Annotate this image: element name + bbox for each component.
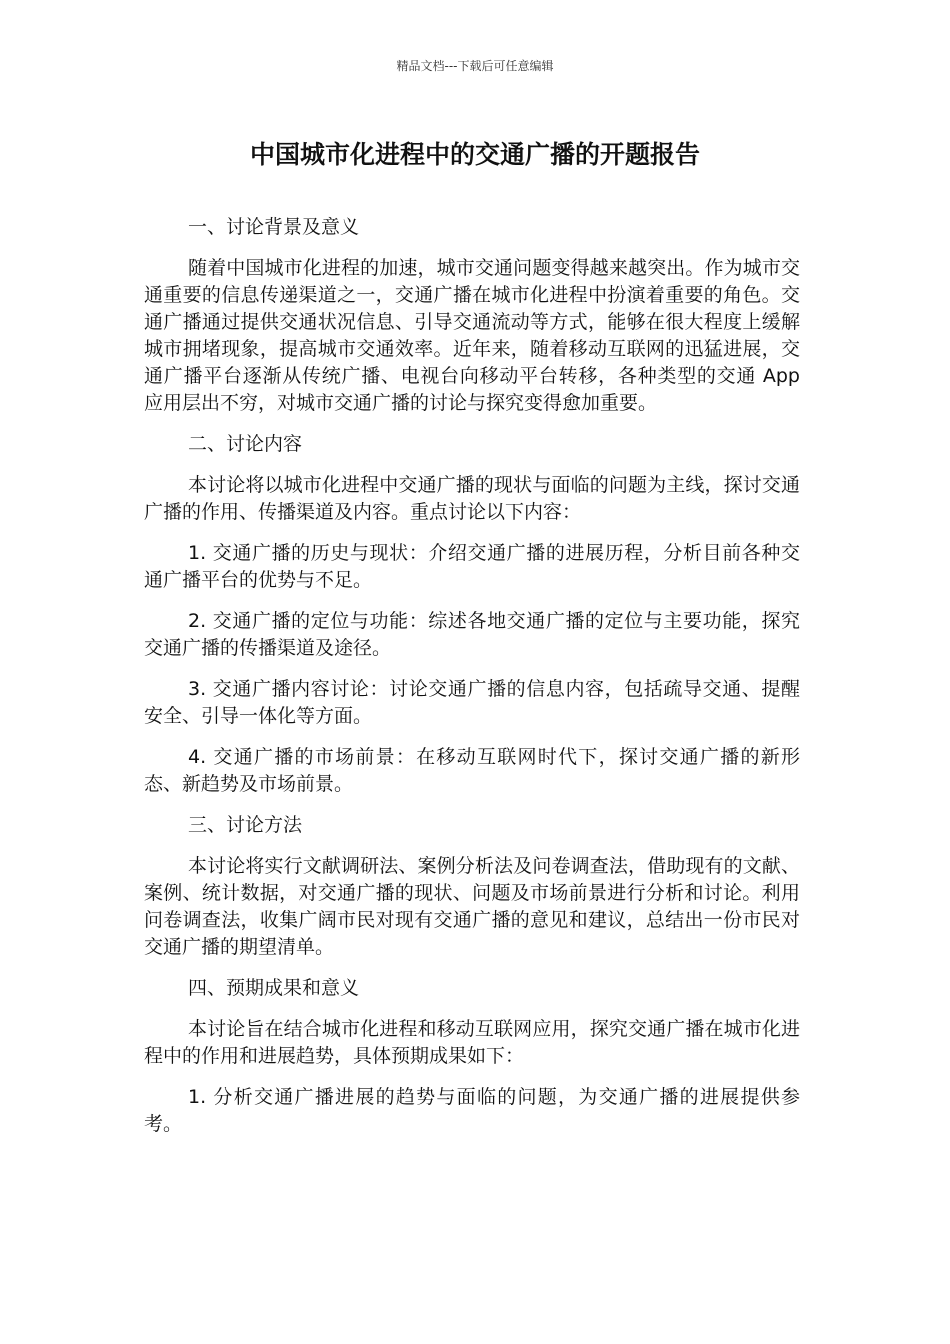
section-heading-method: 三、讨论方法 bbox=[188, 814, 303, 836]
document-body bbox=[144, 214, 800, 1152]
list-item-3: 3. 交通广播内容讨论：讨论交通广播的信息内容，包括疏导交通、提醒安全、引导一体化等方面。 bbox=[144, 678, 800, 727]
page-header: 精品文档---下载后可任意编辑 bbox=[396, 59, 554, 73]
paragraph-outcomes-intro: 本讨论旨在结合城市化进程和移动互联网应用，探究交通广播在城市化进程中的作用和进展趋势，具体预期成果如下： bbox=[144, 1018, 800, 1067]
outcome-item-1: 1. 分析交通广播进展的趋势与面临的问题，为交通广播的进展提供参考。 bbox=[144, 1086, 800, 1135]
paragraph-background: 随着中国城市化进程的加速，城市交通问题变得越来越突出。作为城市交通重要的信息传递渠道之一，交通广播在城市化进程中扮演着重要的角色。交通广播通过提供交通状况信息、引导交通流动等方式，能够在很大程度上缓解城市拥堵现象，提高城市交通效率。近年来，随着移动互联网的迅猛进展，交通广播平台逐渐从传统广播、电视台向移动平台转移，各种类型的交通 App 应用层出不穷，对城市交通广播的讨论与探究变得愈加重要。 bbox=[144, 257, 800, 414]
document-title: 中国城市化进程中的交通广播的开题报告 bbox=[249, 140, 700, 169]
list-item-4: 4. 交通广播的市场前景：在移动互联网时代下，探讨交通广播的新形态、新趋势及市场前景。 bbox=[144, 746, 800, 795]
list-item-2: 2. 交通广播的定位与功能：综述各地交通广播的定位与主要功能，探究交通广播的传播渠道及途径。 bbox=[144, 610, 800, 659]
paragraph-content-intro: 本讨论将以城市化进程中交通广播的现状与面临的问题为主线，探讨交通广播的作用、传播渠道及内容。重点讨论以下内容： bbox=[144, 474, 800, 523]
section-heading-background: 一、讨论背景及意义 bbox=[188, 216, 360, 238]
section-heading-content: 二、讨论内容 bbox=[188, 433, 303, 455]
list-item-1: 1. 交通广播的历史与现状：介绍交通广播的进展历程，分析目前各种交通广播平台的优势与不足。 bbox=[144, 542, 800, 591]
paragraph-method: 本讨论将实行文献调研法、案例分析法及问卷调查法，借助现有的文献、案例、统计数据，对交通广播的现状、问题及市场前景进行分析和讨论。利用问卷调查法，收集广阔市民对现有交通广播的意见和建议，总结出一份市民对交通广播的期望清单。 bbox=[144, 855, 800, 958]
section-heading-outcomes: 四、预期成果和意义 bbox=[188, 977, 360, 999]
